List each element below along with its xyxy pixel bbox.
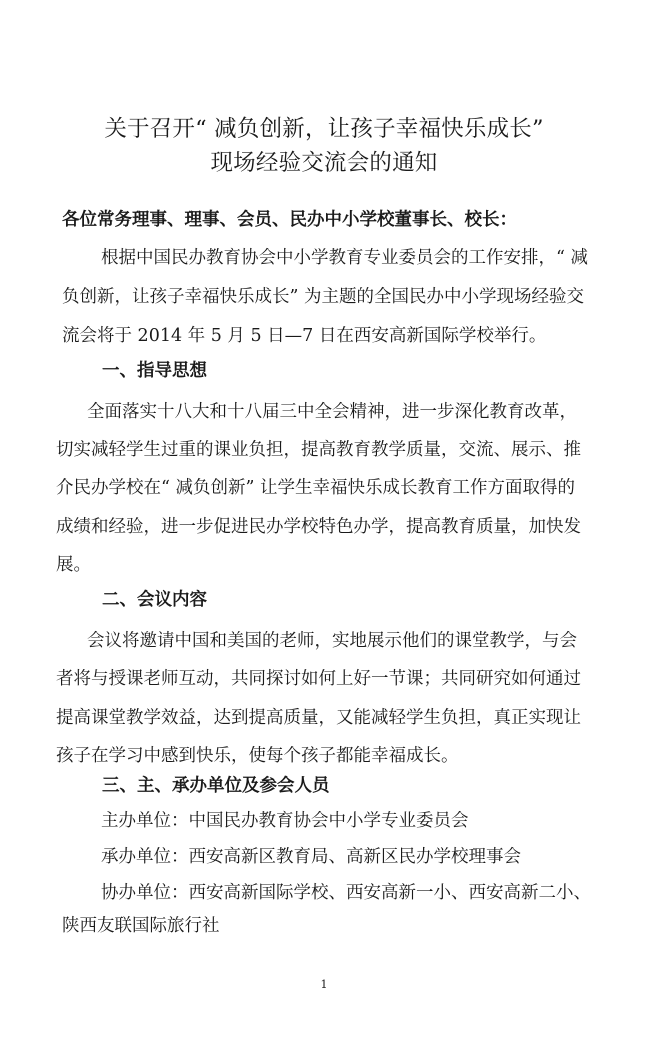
section-3-line-2: 承办单位：西安高新区教育局、高新区民办学校理事会	[101, 847, 521, 867]
section-heading-guiding-ideology: 一、指导思想	[102, 361, 207, 381]
section-1-line-5: 展。	[56, 555, 91, 575]
section-1-line-1: 全面落实十八大和十八届三中全会精神，进一步深化教育改革，	[87, 402, 577, 422]
section-2-line-1: 会议将邀请中国和美国的老师，实地展示他们的课堂教学，与会	[87, 631, 577, 651]
section-heading-organizers: 三、主、承办单位及参会人员	[102, 776, 330, 796]
section-2-line-4: 孩子在学习中感到快乐，使每个孩子都能幸福成长。	[56, 746, 459, 766]
section-2-line-2: 者将与授课老师互动，共同探讨如何上好一节课；共同研究如何通过	[56, 669, 581, 689]
section-3-line-1: 主办单位：中国民办教育协会中小学专业委员会	[101, 811, 469, 831]
intro-line-2: 负创新，让孩子幸福快乐成长” 为主题的全国民办中小学现场经验交	[62, 287, 585, 307]
section-1-line-4: 成绩和经验，进一步促进民办学校特色办学，提高教育质量，加快发	[56, 517, 581, 537]
section-2-line-3: 提高课堂教学效益，达到提高质量，又能减轻学生负担，真正实现让	[56, 708, 581, 728]
salutation: 各位常务理事、理事、会员、民办中小学校董事长、校长：	[62, 210, 517, 230]
notice-title-line-2: 现场经验交流会的通知	[210, 150, 438, 176]
notice-title-line-1: 关于召开“ 减负创新，让孩子幸福快乐成长”	[104, 116, 544, 142]
intro-line-1: 根据中国民办教育协会中小学教育专业委员会的工作安排，“ 减	[101, 248, 589, 268]
section-3-line-3: 协办单位：西安高新国际学校、西安高新一小、西安高新二小、	[101, 883, 591, 903]
section-1-line-2: 切实减轻学生过重的课业负担，提高教育教学质量，交流、展示、推	[56, 440, 581, 460]
section-3-line-4: 陕西友联国际旅行社	[62, 916, 220, 936]
section-heading-meeting-content: 二、会议内容	[102, 590, 207, 610]
intro-line-3: 流会将于 2014 年 5 月 5 日—7 日在西安高新国际学校举行。	[62, 326, 547, 346]
section-1-line-3: 介民办学校在“ 减负创新” 让学生幸福快乐成长教育工作方面取得的	[56, 478, 576, 498]
page-number: 1	[320, 978, 328, 991]
